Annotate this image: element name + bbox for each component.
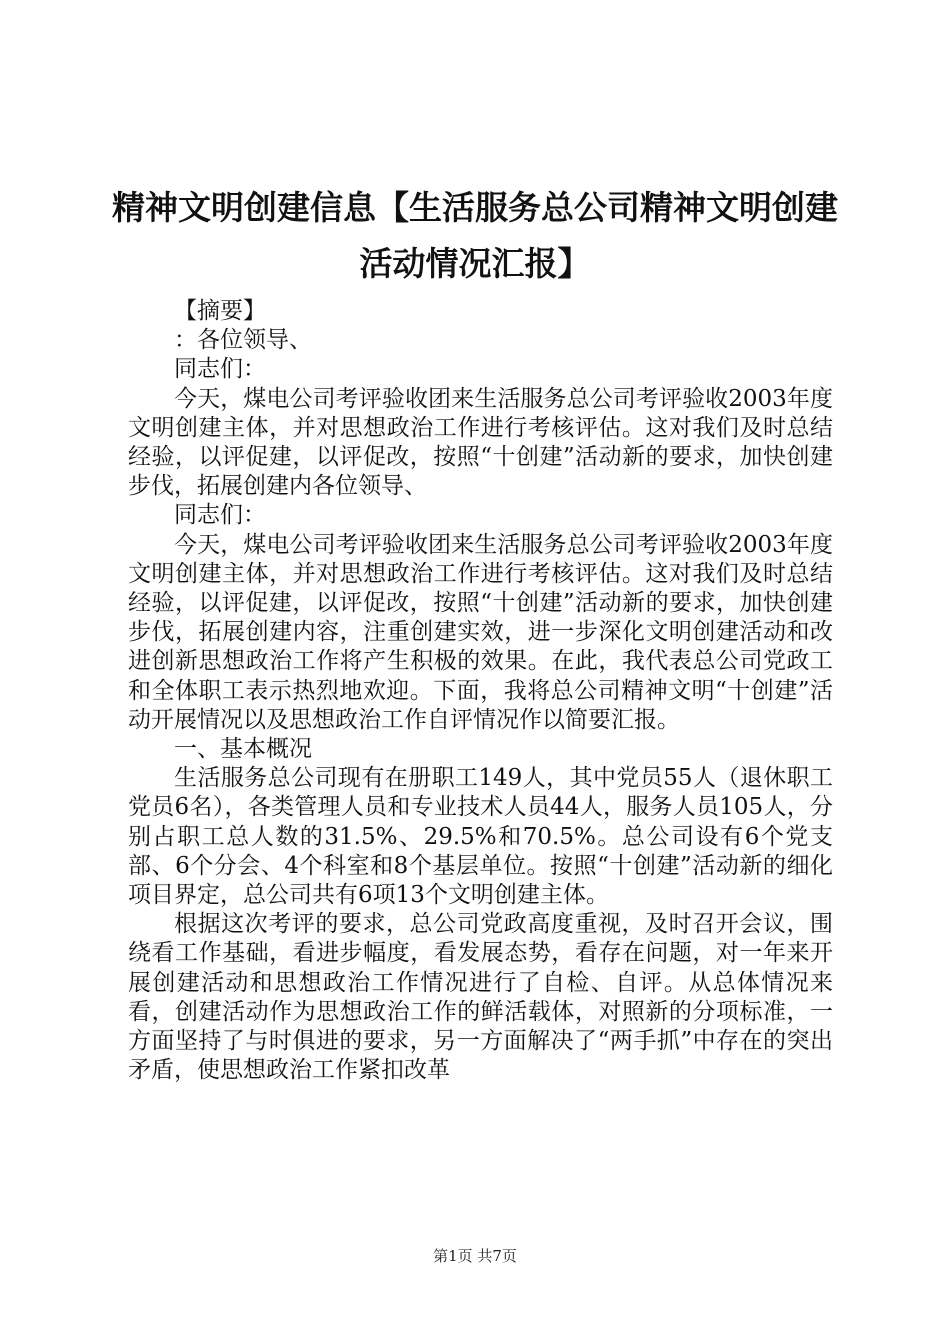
paragraph-intro: 今天，煤电公司考评验收团来生活服务总公司考评验收2003年度文明创建主体，并对思想政治工作进行考核评估。这对我们及时总结经验，以评促建，以评促改，按照“十创建”活动新的要求，加快创建步伐，拓展创建内容，注重创建实效，进一步深化文明创建活动和改进创新思想政治工作将产生积极的效果。在此，我代表总公司党政工和全体职工表示热烈地欢迎。下面，我将总公司精神文明“十创建”活动开展情况以及思想政治工作自评情况作以简要汇报。 (128, 531, 833, 733)
paragraph-salutation-leaders: ：各位领导、 (174, 327, 312, 354)
paragraph-abstract-label: 【摘要】 (174, 298, 266, 324)
paragraph-overview: 生活服务总公司现有在册职工149人，其中党员55人（退休职工党员6名），各类管理人员和专业技术人员44人，服务人员105人，分别占职工总人数的31.5%、29.5%和70.5%。总公司设有6个党支部、6个分会、4个科室和8个基层单位。按照“十创建”活动新的细化项目界定，总公司共有6项13个文明创建主体。 (128, 765, 833, 909)
document-body (128, 297, 833, 1085)
paragraph-salutation-comrades-2: 同志们： (174, 502, 266, 529)
paragraph-intro-truncated: 今天，煤电公司考评验收团来生活服务总公司考评验收2003年度文明创建主体，并对思想政治工作进行考核评估。这对我们及时总结经验，以评促建，以评促改，按照“十创建”活动新的要求，加快创建步伐，拓展创建内各位领导、 (128, 385, 833, 500)
document-title: 精神文明创建信息【生活服务总公司精神文明创建活动情况汇报】 (112, 188, 838, 283)
page-footer: 第1页 共7页 (433, 1247, 517, 1265)
section-heading-overview: 一、基本概况 (174, 736, 312, 763)
paragraph-salutation-comrades: 同志们： (174, 356, 266, 383)
paragraph-evaluation: 根据这次考评的要求，总公司党政高度重视，及时召开会议，围绕看工作基础，看进步幅度，看发展态势，看存在问题，对一年来开展创建活动和思想政治工作情况进行了自检、自评。从总体情况来看，创建活动作为思想政治工作的鲜活载体，对照新的分项标准，一方面坚持了与时俱进的要求，另一方面解决了“两手抓”中存在的突出矛盾，使思想政治工作紧扣改革 (128, 911, 833, 1084)
